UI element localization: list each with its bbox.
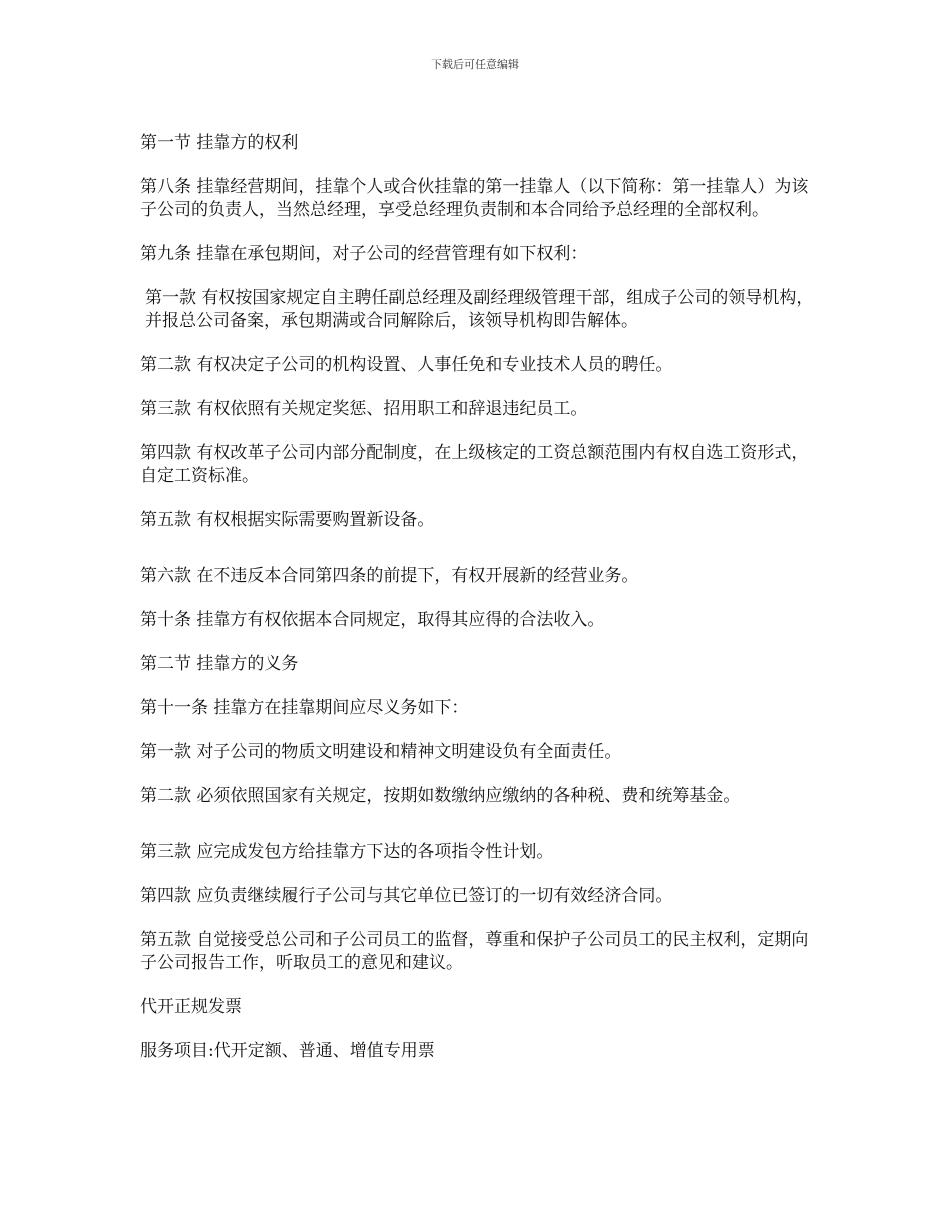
clause-paragraph: 第四款 有权改革子公司内部分配制度，在上级核定的工资总额范围内有权自选工资形式，自定工资标准。 (140, 443, 809, 486)
service-items: 服务项目:代开定额、普通、增值专用票 (140, 1041, 435, 1061)
section-heading: 第二节 挂靠方的义务 (140, 654, 299, 674)
clause-paragraph: 第二款 必须依照国家有关规定，按期如数缴纳应缴纳的各种税、费和统筹基金。 (140, 786, 741, 806)
section-heading: 第一节 挂靠方的权利 (140, 133, 299, 153)
article-paragraph: 第十一条 挂靠方在挂靠期间应尽义务如下： (140, 698, 469, 718)
header-note: 下载后可任意编辑 (431, 58, 519, 71)
clause-paragraph: 第三款 有权依照有关规定奖惩、招用职工和辞退违纪员工。 (140, 399, 588, 419)
clause-paragraph: 第一款 有权按国家规定自主聘任副总经理及副经理级管理干部，组成子公司的领导机构，并报总公司备案，承包期满或合同解除后，该领导机构即告解体。 (145, 288, 814, 331)
clause-paragraph: 第六款 在不违反本合同第四条的前提下，有权开展新的经营业务。 (140, 566, 639, 586)
clause-paragraph: 第一款 对子公司的物质文明建设和精神文明建设负有全面责任。 (140, 742, 622, 762)
clause-paragraph: 第四款 应负责继续履行子公司与其它单位已签订的一切有效经济合同。 (140, 886, 673, 906)
clause-paragraph: 第五款 有权根据实际需要购置新设备。 (140, 510, 435, 530)
article-paragraph: 第十条 挂靠方有权依据本合同规定，取得其应得的合法收入。 (140, 610, 605, 630)
article-paragraph: 第八条 挂靠经营期间，挂靠个人或合伙挂靠的第一挂靠人（以下简称：第一挂靠人）为该子公司的负责人，当然总经理，享受总经理负责制和本合同给予总经理的全部权利。 (140, 177, 809, 220)
article-paragraph: 第九条 挂靠在承包期间，对子公司的经营管理有如下权利： (140, 244, 588, 264)
clause-paragraph: 第二款 有权决定子公司的机构设置、人事任免和专业技术人员的聘任。 (140, 355, 673, 375)
clause-paragraph: 第五款 自觉接受总公司和子公司员工的监督，尊重和保护子公司员工的民主权利，定期向子公司报告工作，听取员工的意见和建议。 (140, 930, 809, 973)
document-body (140, 132, 820, 1084)
service-heading: 代开正规发票 (140, 997, 242, 1017)
clause-paragraph: 第三款 应完成发包方给挂靠方下达的各项指令性计划。 (140, 842, 554, 862)
